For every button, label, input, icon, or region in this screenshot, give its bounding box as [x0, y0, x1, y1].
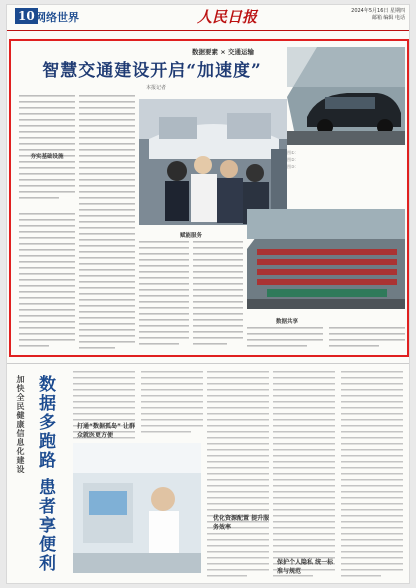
header-date: 2024年5月16日 星期四 [351, 8, 405, 14]
caption-1: 图①： [287, 150, 299, 155]
text-lines [207, 369, 269, 581]
lower-side-title: 加快全民健康信息化建设 [16, 375, 25, 474]
text-lines [19, 93, 75, 351]
lower-subheading-c: 保护个人隐私 统一标准与规范 [277, 559, 334, 575]
feature-byline: 本报记者 [145, 85, 166, 91]
text-lines [341, 369, 403, 581]
caption-2: 图②： [287, 157, 299, 162]
section-divider [7, 363, 410, 364]
text-column-2 [79, 93, 135, 351]
lower-subheading-b: 优化资源配置 提升服务效率 [213, 515, 270, 531]
photo-demo-scene[interactable] [139, 99, 287, 225]
lower-text-column-2 [141, 369, 203, 439]
text-column-1 [19, 93, 75, 351]
photo-captions [287, 149, 405, 170]
photo-port-logistics[interactable] [247, 209, 405, 309]
lower-subheading-a: 打通“数据孤岛” 让群众就医更方便 [77, 423, 135, 439]
feature-kicker: 数据要素 × 交通运输 [192, 48, 254, 56]
lower-text-column-3 [207, 369, 269, 581]
photo-car-image [287, 47, 405, 145]
page-number: 10 [15, 8, 38, 24]
header-contacts: 邮箱 编辑 电话 [371, 15, 405, 21]
lower-text-column-5 [341, 369, 403, 581]
text-lines [273, 369, 335, 581]
subheading-3: 数据共享 [275, 319, 298, 325]
photo-autonomous-car[interactable] [287, 47, 405, 145]
newspaper-page [6, 4, 410, 584]
feature-title[interactable]: 智慧交通建设开启“加速度” [42, 61, 262, 81]
caption-3: 图③： [287, 164, 299, 169]
photo-demo-image [139, 99, 287, 225]
feature-article[interactable] [9, 39, 409, 357]
lower-text-column-4 [273, 369, 335, 581]
text-column-3 [139, 239, 243, 351]
photo-port-image [247, 209, 405, 309]
photo-hospital[interactable] [73, 443, 201, 573]
subheading-2: 赋能服务 [179, 233, 202, 239]
photo-hospital-image [73, 443, 201, 573]
text-lines [247, 325, 405, 353]
subheading-1: 夯实基础设施 [30, 154, 64, 160]
newspaper-logo: 人民日报 [197, 8, 258, 26]
text-lines [141, 369, 203, 439]
text-lines [79, 93, 135, 351]
header-meta [295, 8, 405, 22]
text-column-4 [247, 325, 405, 353]
text-lines [139, 239, 243, 351]
page-header [7, 5, 410, 31]
page-name: 网络世界 [35, 11, 79, 24]
lower-big-title[interactable]: 数据多跑路 患者享便利 [35, 375, 55, 573]
